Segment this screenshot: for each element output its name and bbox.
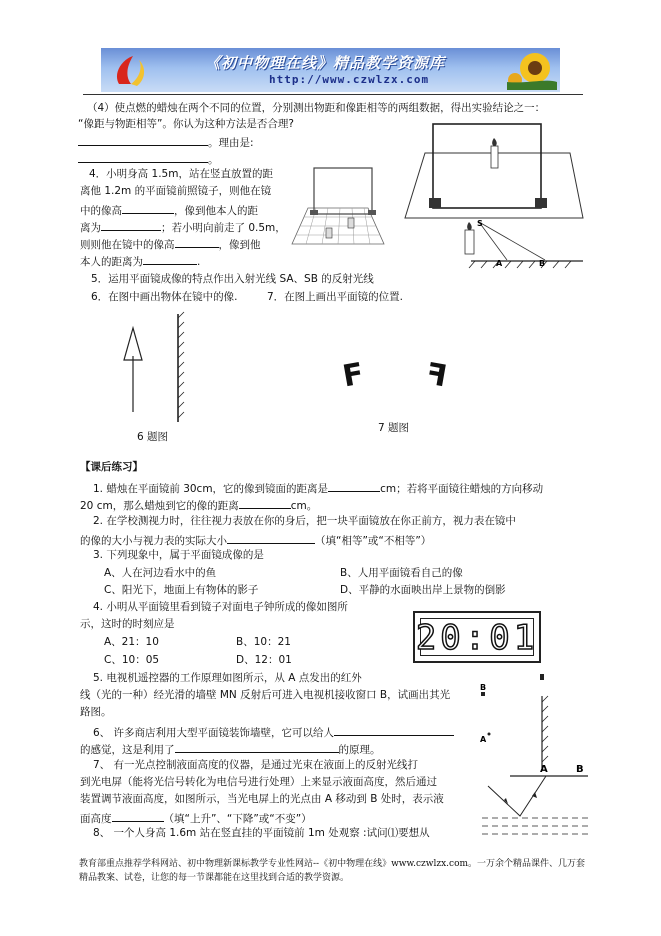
ac-q2-text-c: （填“相等”或“不相等”） — [315, 535, 432, 547]
q4-line1: 4．小明身高 1.5m，站在竖直放置的距 — [89, 168, 273, 180]
ac-q8-line1: 8、 一个人身高 1.6m 站在竖直挂的平面镜前 1m 处观察 :试问⑴要想从 — [93, 827, 430, 839]
fig6-arrow-mirror — [118, 312, 190, 424]
ac-q4-option-c[interactable]: C、10：05 — [104, 654, 160, 666]
ac-q7-text-d: 面高度 — [80, 813, 112, 825]
ac-q4-option-d[interactable]: D、12：01 — [236, 654, 292, 666]
ac-q6-text-b: 的感觉，这是利用了 — [80, 744, 175, 756]
q4-part4-line2 — [78, 118, 294, 131]
fig6-caption: 6 题图 — [137, 431, 169, 443]
q6-text: 6．在图中画出物体在镜中的像. — [91, 291, 238, 303]
banner-url: http://www.czwlzx.com — [269, 73, 430, 86]
q4-part4-reason-label: 。理由是: — [208, 137, 254, 149]
ac-q7-line4 — [80, 810, 312, 826]
q4-part4-line2-text: “像距与物距相等”。你认为这种方法是否合理? — [78, 118, 294, 130]
ac-q2-line2 — [80, 532, 431, 548]
ac-q2-line1: 2. 在学校测视力时，往往视力表放在你的身后，把一块平面镜放在你正前方，视力表在镜中 — [93, 515, 516, 527]
header-rule — [83, 94, 583, 95]
q7-text: 7．在图上画出平面镜的位置. — [267, 291, 404, 303]
banner-title: 《初中物理在线》精品教学资源库 — [205, 54, 446, 72]
ac-q6-line2 — [80, 741, 381, 757]
ac-q4-line1: 4. 小明从平面镜里看到镜子对面电子钟所成的像如图所 — [93, 601, 348, 613]
fig10-label-a: A — [540, 764, 548, 775]
ac-q4-option-a[interactable]: A、21：10 — [104, 636, 159, 648]
answer-blank[interactable] — [78, 151, 208, 163]
q4-line5 — [80, 236, 261, 252]
mirror-grid-figure — [290, 162, 390, 248]
ac-q6-text-a: 6、 许多商店利用大型平面镜装饰墙壁，它可以给人 — [93, 727, 335, 739]
fig8-label-a: A — [480, 735, 487, 744]
tv-remote-figure — [478, 672, 558, 770]
q4-line2: 离他 1.2m 的平面镜前照镜子，则他在镜 — [80, 185, 272, 197]
section-heading: 【课后练习】 — [80, 461, 143, 473]
q4-line6 — [80, 253, 200, 269]
banner-sunflower-icon — [507, 50, 557, 90]
ac-q3-option-b[interactable]: B、人用平面镜看自己的像 — [340, 567, 463, 579]
answer-blank[interactable] — [328, 480, 380, 492]
q4-forward-text: ；若小明向前走了 0.5m， — [161, 222, 286, 234]
ac-q7-line1: 7、 有一光点控制液面高度的仪器，是通过光束在液面上的反射光线打 — [93, 759, 419, 771]
answer-blank[interactable] — [101, 219, 161, 231]
clock-digits: 20:01 — [415, 618, 539, 658]
q4-period: . — [197, 256, 201, 268]
ac-q1-text: 1. 蜡烛在平面镜前 30cm，它的像到镜面的距离是 — [93, 483, 329, 495]
fig7-letter-left: F — [340, 356, 367, 395]
ac-q1-text-c: 20 cm，那么蜡烛到它的像的距离 — [80, 500, 239, 512]
ac-q7-text-e: （填“上升”、“下降”或“不变”） — [163, 813, 312, 825]
ac-q7-line2: 到光电屏（能将光信号转化为电信号进行处理）上来显示液面高度，然后通过 — [80, 776, 437, 788]
fig10-label-b: B — [576, 764, 584, 775]
answer-blank[interactable] — [143, 253, 197, 265]
ac-q7-line3: 装置调节液面高度，如图所示，当光电屏上的光点由 A 移动到 B 处时，表示液 — [80, 793, 444, 805]
q4-line3 — [80, 202, 258, 218]
fig5-label-a: A — [496, 259, 503, 268]
q4-line4 — [80, 219, 286, 235]
ac-q5-line2: 线（光的一种）经光滑的墙壁 MN 反射后可进入电视机接收窗口 B，试画出其光 — [80, 689, 451, 701]
ac-q3-option-c[interactable]: C、阳光下，地面上有物体的影子 — [104, 584, 259, 596]
q5-text: 5．运用平面镜成像的特点作出入射光线 SA、SB 的反射光线 — [91, 273, 374, 285]
ac-q6-text-c: 的原理。 — [338, 744, 381, 756]
liquid-level-figure — [480, 762, 590, 842]
ac-q6-line1 — [93, 724, 454, 740]
answer-blank[interactable] — [227, 532, 315, 544]
q4-new-image-height: 则则他在镜中的像高 — [80, 239, 175, 251]
fig7-caption: 7 题图 — [378, 422, 410, 434]
ac-q5-line3: 路图。 — [80, 706, 112, 718]
q4-distance-is: 离为 — [80, 222, 101, 234]
ac-q1-line2 — [80, 497, 317, 513]
answer-blank[interactable] — [78, 134, 208, 146]
ac-q2-text-b: 的像的大小与视力表的实际大小 — [80, 535, 227, 547]
answer-blank[interactable] — [334, 724, 454, 736]
fig8-label-b: B — [480, 683, 487, 692]
banner-logo-icon — [109, 52, 149, 88]
q4-image-height-label: 中的像高 — [80, 205, 122, 217]
ac-q1-text-d: cm。 — [290, 500, 318, 512]
q4-part4-line3 — [78, 151, 219, 167]
q4-part4-line2b — [78, 134, 254, 150]
footer-text: 教育部重点推荐学科网站、初中物理新课标教学专业性网站--《初中物理在线》www.czwlzx.com。一万余个精品课件、几万套精品教案、试卷，让您的每一节课都能在这里找到合适的教学资源。 — [79, 859, 586, 883]
answer-blank[interactable] — [239, 497, 291, 509]
answer-blank[interactable] — [122, 202, 174, 214]
answer-blank[interactable] — [112, 810, 164, 822]
ac-q3-option-a[interactable]: A、人在河边看水中的鱼 — [104, 567, 217, 579]
ac-q1-text-b: cm；若将平面镜往蜡烛的方向移动 — [380, 483, 544, 495]
fig5-label-s: S — [477, 219, 483, 228]
ac-q5-line1: 5. 电视机遥控器的工作原理如图所示，从 A 点发出的红外 — [93, 672, 362, 684]
ac-q1-line1 — [93, 480, 543, 496]
ac-q3-option-d[interactable]: D、平静的水面映出岸上景物的倒影 — [340, 584, 506, 596]
candle-mirror-figure — [395, 118, 590, 278]
fig7-letter-right: F — [423, 356, 450, 395]
ac-q4-line2: 示，这时的时刻应是 — [80, 618, 175, 630]
q4-part4-end: 。 — [208, 154, 219, 166]
ac-q4-option-b[interactable]: B、10：21 — [236, 636, 291, 648]
fig5-label-b: B — [539, 259, 546, 268]
digital-clock-figure — [413, 611, 541, 663]
header-banner — [101, 48, 560, 92]
q4-distance-label: ，像到他本人的距 — [174, 205, 258, 217]
q4-image-to-him: ，像到他 — [218, 239, 261, 251]
q4-part4-line1: （4）使点燃的蜡烛在两个不同的位置，分别测出物距和像距相等的两组数据，得出实验结论之一： — [87, 102, 546, 114]
answer-blank[interactable] — [175, 236, 219, 248]
q4-distance-to-self: 本人的距离为 — [80, 256, 143, 268]
answer-blank[interactable] — [175, 741, 339, 753]
ac-q3-stem: 3. 下列现象中，属于平面镜成像的是 — [93, 549, 264, 561]
